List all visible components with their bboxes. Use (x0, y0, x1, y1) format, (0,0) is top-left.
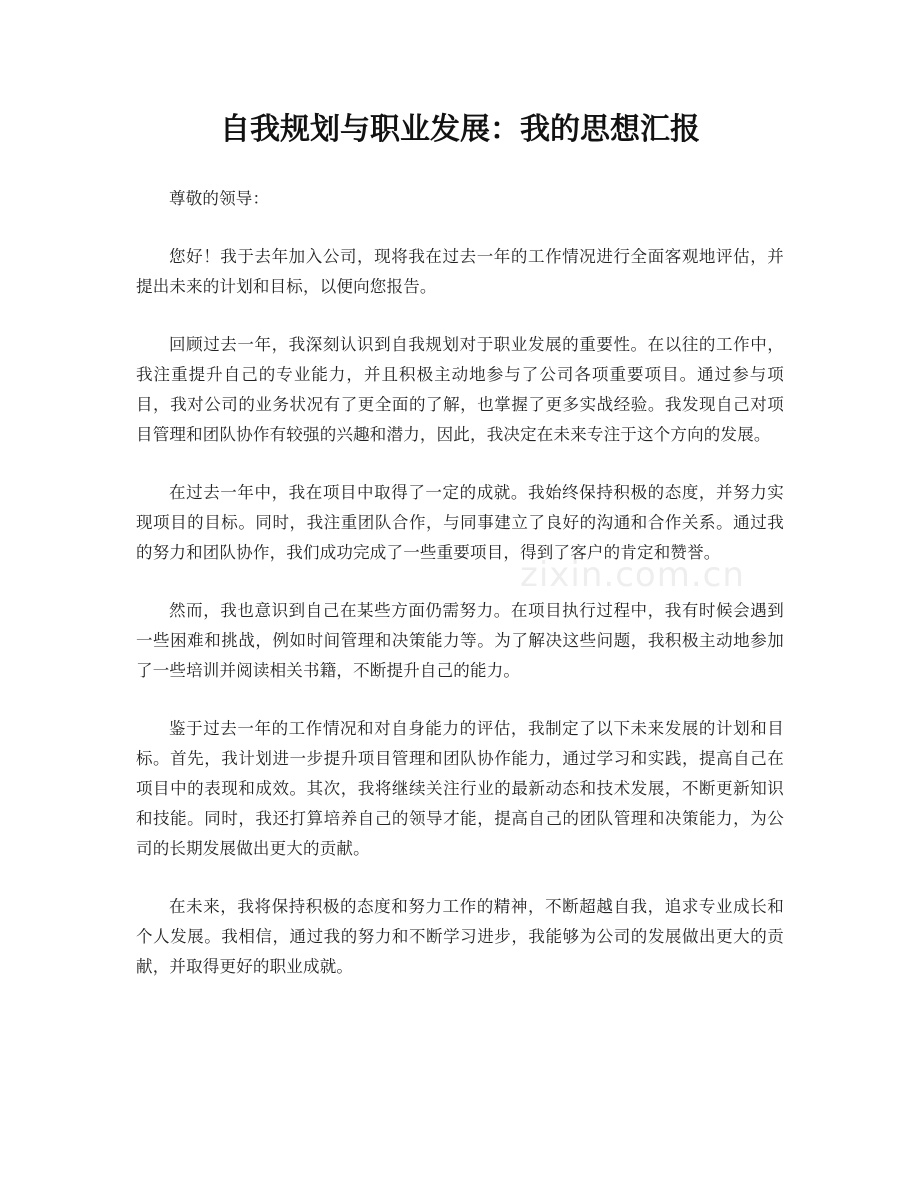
paragraph-intro: 您好！我于去年加入公司，现将我在过去一年的工作情况进行全面客观地评估，并提出未来的计划和目标，以便向您报告。 (136, 247, 784, 296)
paragraph-achievements: 在过去一年中，我在项目中取得了一定的成就。我始终保持积极的态度，并努力实现项目的目标。同时，我注重团队合作，与同事建立了良好的沟通和合作关系。通过我的努力和团队协作，我们成功完成了一些重要项目，得到了客户的肯定和赞誉。 (136, 483, 784, 562)
salutation: 尊敬的领导： (169, 189, 270, 208)
document-body (136, 184, 784, 1010)
document-title: 自我规划与职业发展：我的思想汇报 (220, 112, 700, 147)
paragraph-plans: 鉴于过去一年的工作情况和对自身能力的评估，我制定了以下未来发展的计划和目标。首先，我计划进一步提升项目管理和团队协作能力，通过学习和实践，提高自己在项目中的表现和成效。其次，我将继续关注行业的最新动态和技术发展，不断更新知识和技能。同时，我还打算培养自己的领导才能，提高自己的团队管理和决策能力，为公司的长期发展做出更大的贡献。 (136, 719, 784, 858)
paragraph-shortcomings: 然而，我也意识到自己在某些方面仍需努力。在项目执行过程中，我有时候会遇到一些困难和挑战，例如时间管理和决策能力等。为了解决这些问题，我积极主动地参加了一些培训并阅读相关书籍，不断提升自己的能力。 (136, 601, 784, 680)
paragraph-conclusion: 在未来，我将保持积极的态度和努力工作的精神，不断超越自我，追求专业成长和个人发展。我相信，通过我的努力和不断学习进步，我能够为公司的发展做出更大的贡献，并取得更好的职业成就。 (136, 897, 784, 976)
watermark: zixin.com.cn (520, 555, 745, 595)
paragraph-review: 回顾过去一年，我深刻认识到自我规划对于职业发展的重要性。在以往的工作中，我注重提升自己的专业能力，并且积极主动地参与了公司各项重要项目。通过参与项目，我对公司的业务状况有了更全面的了解，也掌握了更多实战经验。我发现自己对项目管理和团队协作有较强的兴趣和潜力，因此，我决定在未来专注于这个方向的发展。 (136, 335, 784, 444)
